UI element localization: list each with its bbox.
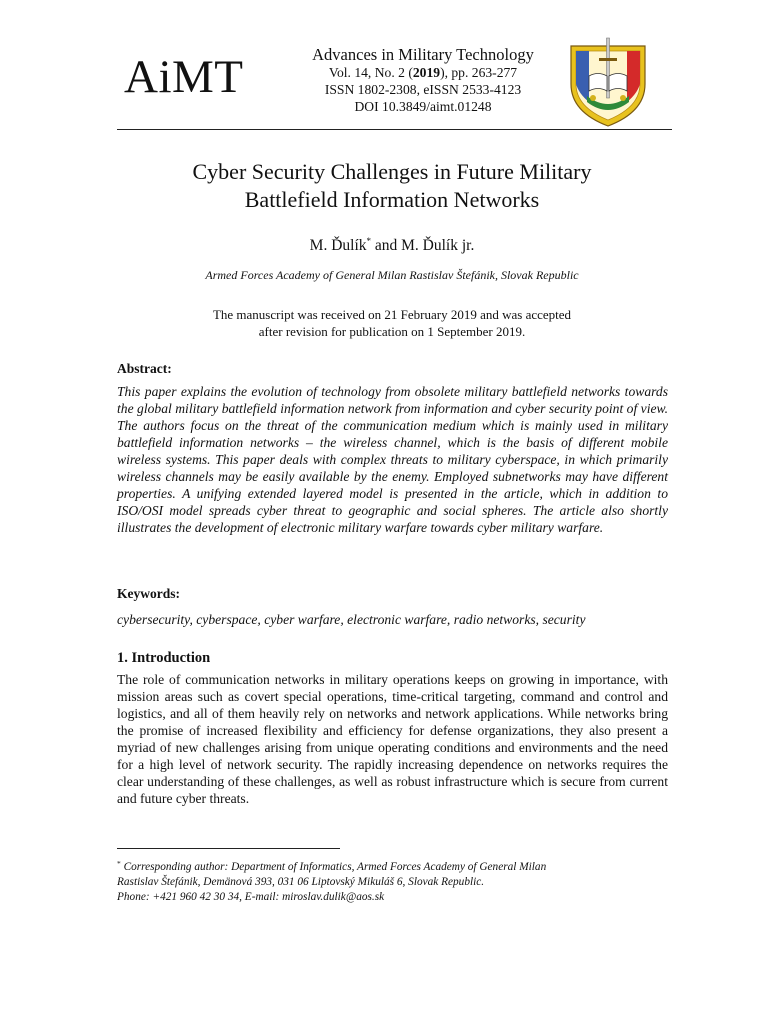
keywords-heading: Keywords: (117, 586, 180, 601)
university-crest-icon (567, 36, 649, 128)
journal-info (296, 45, 550, 115)
keywords-text: cybersecurity, cyberspace, cyber warfare, electronic warfare, radio networks, security (117, 612, 586, 627)
manuscript-dates: The manuscript was received on 21 February 2019 and was accepted after revision for publication on 1 September 2019. (212, 307, 572, 339)
author-affiliation: Armed Forces Academy of General Milan Rastislav Štefánik, Slovak Republic (205, 268, 579, 282)
introduction-text: The role of communication networks in military operations keeps on growing in importance, with mission areas such as covert special operations, time-critical targeting, command and control and logistics, and all of them heavily rely on networks and network applications. While networks bring the promise of increased flexibility and efficiency for defense organizations, they also present a myriad of new challenges arising from unique operating conditions and environments and the need for a high level of network security. The rapidly increasing dependence on networks requires the clear understanding of these challenges, as well as robust infrastructure which is secure from current and future cyber threats. (117, 672, 668, 806)
corresponding-author-footnote: * Corresponding author: Department of Informatics, Armed Forces Academy of General Milan Rastislav Štefánik, Demänová 393, 031 06 Liptovský Mikuláš 6, Slovak Republic. Phone: +421 960 42 30 34, E-mail: miroslav.dulik@aos.sk (117, 859, 547, 903)
footnote-divider (117, 848, 340, 849)
journal-volume: Vol. 14, No. 2 (2019), pp. 263-277 (328, 65, 518, 80)
journal-issn: ISSN 1802-2308, eISSN 2533-4123 (324, 82, 522, 97)
introduction-heading: 1. Introduction (117, 650, 211, 666)
paper-authors: M. Ďulík* and M. Ďulík jr. (309, 236, 475, 254)
journal-doi: DOI 10.3849/aimt.01248 (354, 99, 492, 114)
header-divider (117, 129, 672, 130)
abstract-text: This paper explains the evolution of technology from obsolete military battlefield networks towards the global military battlefield information network from information and cyber security point of view. The authors focus on the threat of the communication medium which is mainly used in military battlefield information networks – the wireless channel, which is the basis of different mobile wireless systems. This paper deals with complex threats to military cyberspace, in which primarily wireless channels may be easily available by the enemy. Employed subnetworks may have different properties. A unifying extended layered model is presented in the article, which in addition to ISO/OSI model spreads cyber threat to geographic and social spheres. The article also shortly illustrates the development of electronic military warfare towards cyber military warfare. (117, 384, 668, 535)
journal-logo-text: AiMT (124, 51, 244, 103)
abstract-heading: Abstract: (117, 361, 172, 376)
paper-title: Cyber Security Challenges in Future Military Battlefield Information Networks (192, 159, 592, 212)
journal-name: Advances in Military Technology (312, 45, 534, 64)
